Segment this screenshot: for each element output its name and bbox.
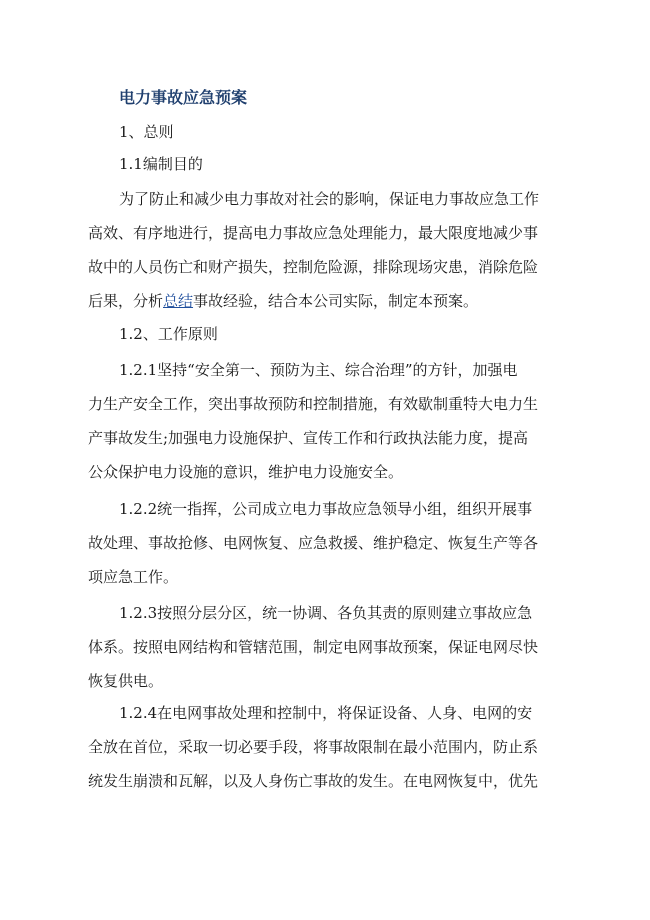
paragraph-text: 事故经验，结合本公司实际，制定本预案。 [193,292,479,310]
section-heading-principles: 1.2、工作原则 [119,325,218,343]
paragraph-line: 故中的人员伤亡和财产损失，控制危险源，排除现场灾患，消除危险 [88,258,539,276]
section-heading-general: 1、总则 [119,123,174,141]
paragraph-line: 力生产安全工作，突出事故预防和控制措施，有效歇制重特大电力生 [88,395,539,413]
paragraph-principle-1 [88,353,552,489]
paragraph-principle-2 [88,492,552,594]
paragraph-purpose [88,182,552,318]
paragraph-line [88,284,552,318]
paragraph-line: 全放在首位，采取一切必要手段，将事故限制在最小范围内，防止系 [88,738,539,756]
paragraph-line: 1.2.3按照分层分区，统一协调、各负其责的原则建立事故应急 [119,604,533,622]
paragraph-line: 项应急工作。 [88,568,179,586]
paragraph-line: 1.2.1坚持“安全第一、预防为主、综合治理”的方针，加强电 [119,361,518,379]
paragraph-line: 为了防止和减少电力事故对社会的影响，保证电力事故应急工作 [119,190,540,208]
paragraph-line: 恢复供电。 [88,672,164,690]
paragraph-text: 后果，分析 [88,292,164,310]
paragraph-line: 公众保护电力设施的意识，维护电力设施安全。 [88,463,404,481]
document-title: 电力事故应急预案 [119,88,248,107]
paragraph-line: 高效、有序地进行，提高电力事故应急处理能力，最大限度地减少事 [88,224,539,242]
summary-link[interactable]: 总结 [163,292,194,310]
paragraph-principle-4 [88,696,552,798]
paragraph-line: 故处理、事故抢修、电网恢复、应急救援、维护稳定、恢复生产等各 [88,534,539,552]
section-heading-purpose: 1.1编制目的 [119,155,203,173]
paragraph-line: 1.2.2统一指挥，公司成立电力事故应急领导小组，组织开展事 [119,500,533,518]
paragraph-principle-3 [88,596,552,698]
paragraph-line: 体系。按照电网结构和管辖范围，制定电网事故预案，保证电网尽快 [88,638,539,656]
paragraph-line: 统发生崩溃和瓦解，以及人身伤亡事故的发生。在电网恢复中，优先 [88,772,539,790]
paragraph-line: 产事故发生;加强电力设施保护、宣传工作和行政执法能力度，提高 [88,429,529,447]
paragraph-line: 1.2.4在电网事故处理和控制中，将保证设备、人身、电网的安 [119,704,533,722]
